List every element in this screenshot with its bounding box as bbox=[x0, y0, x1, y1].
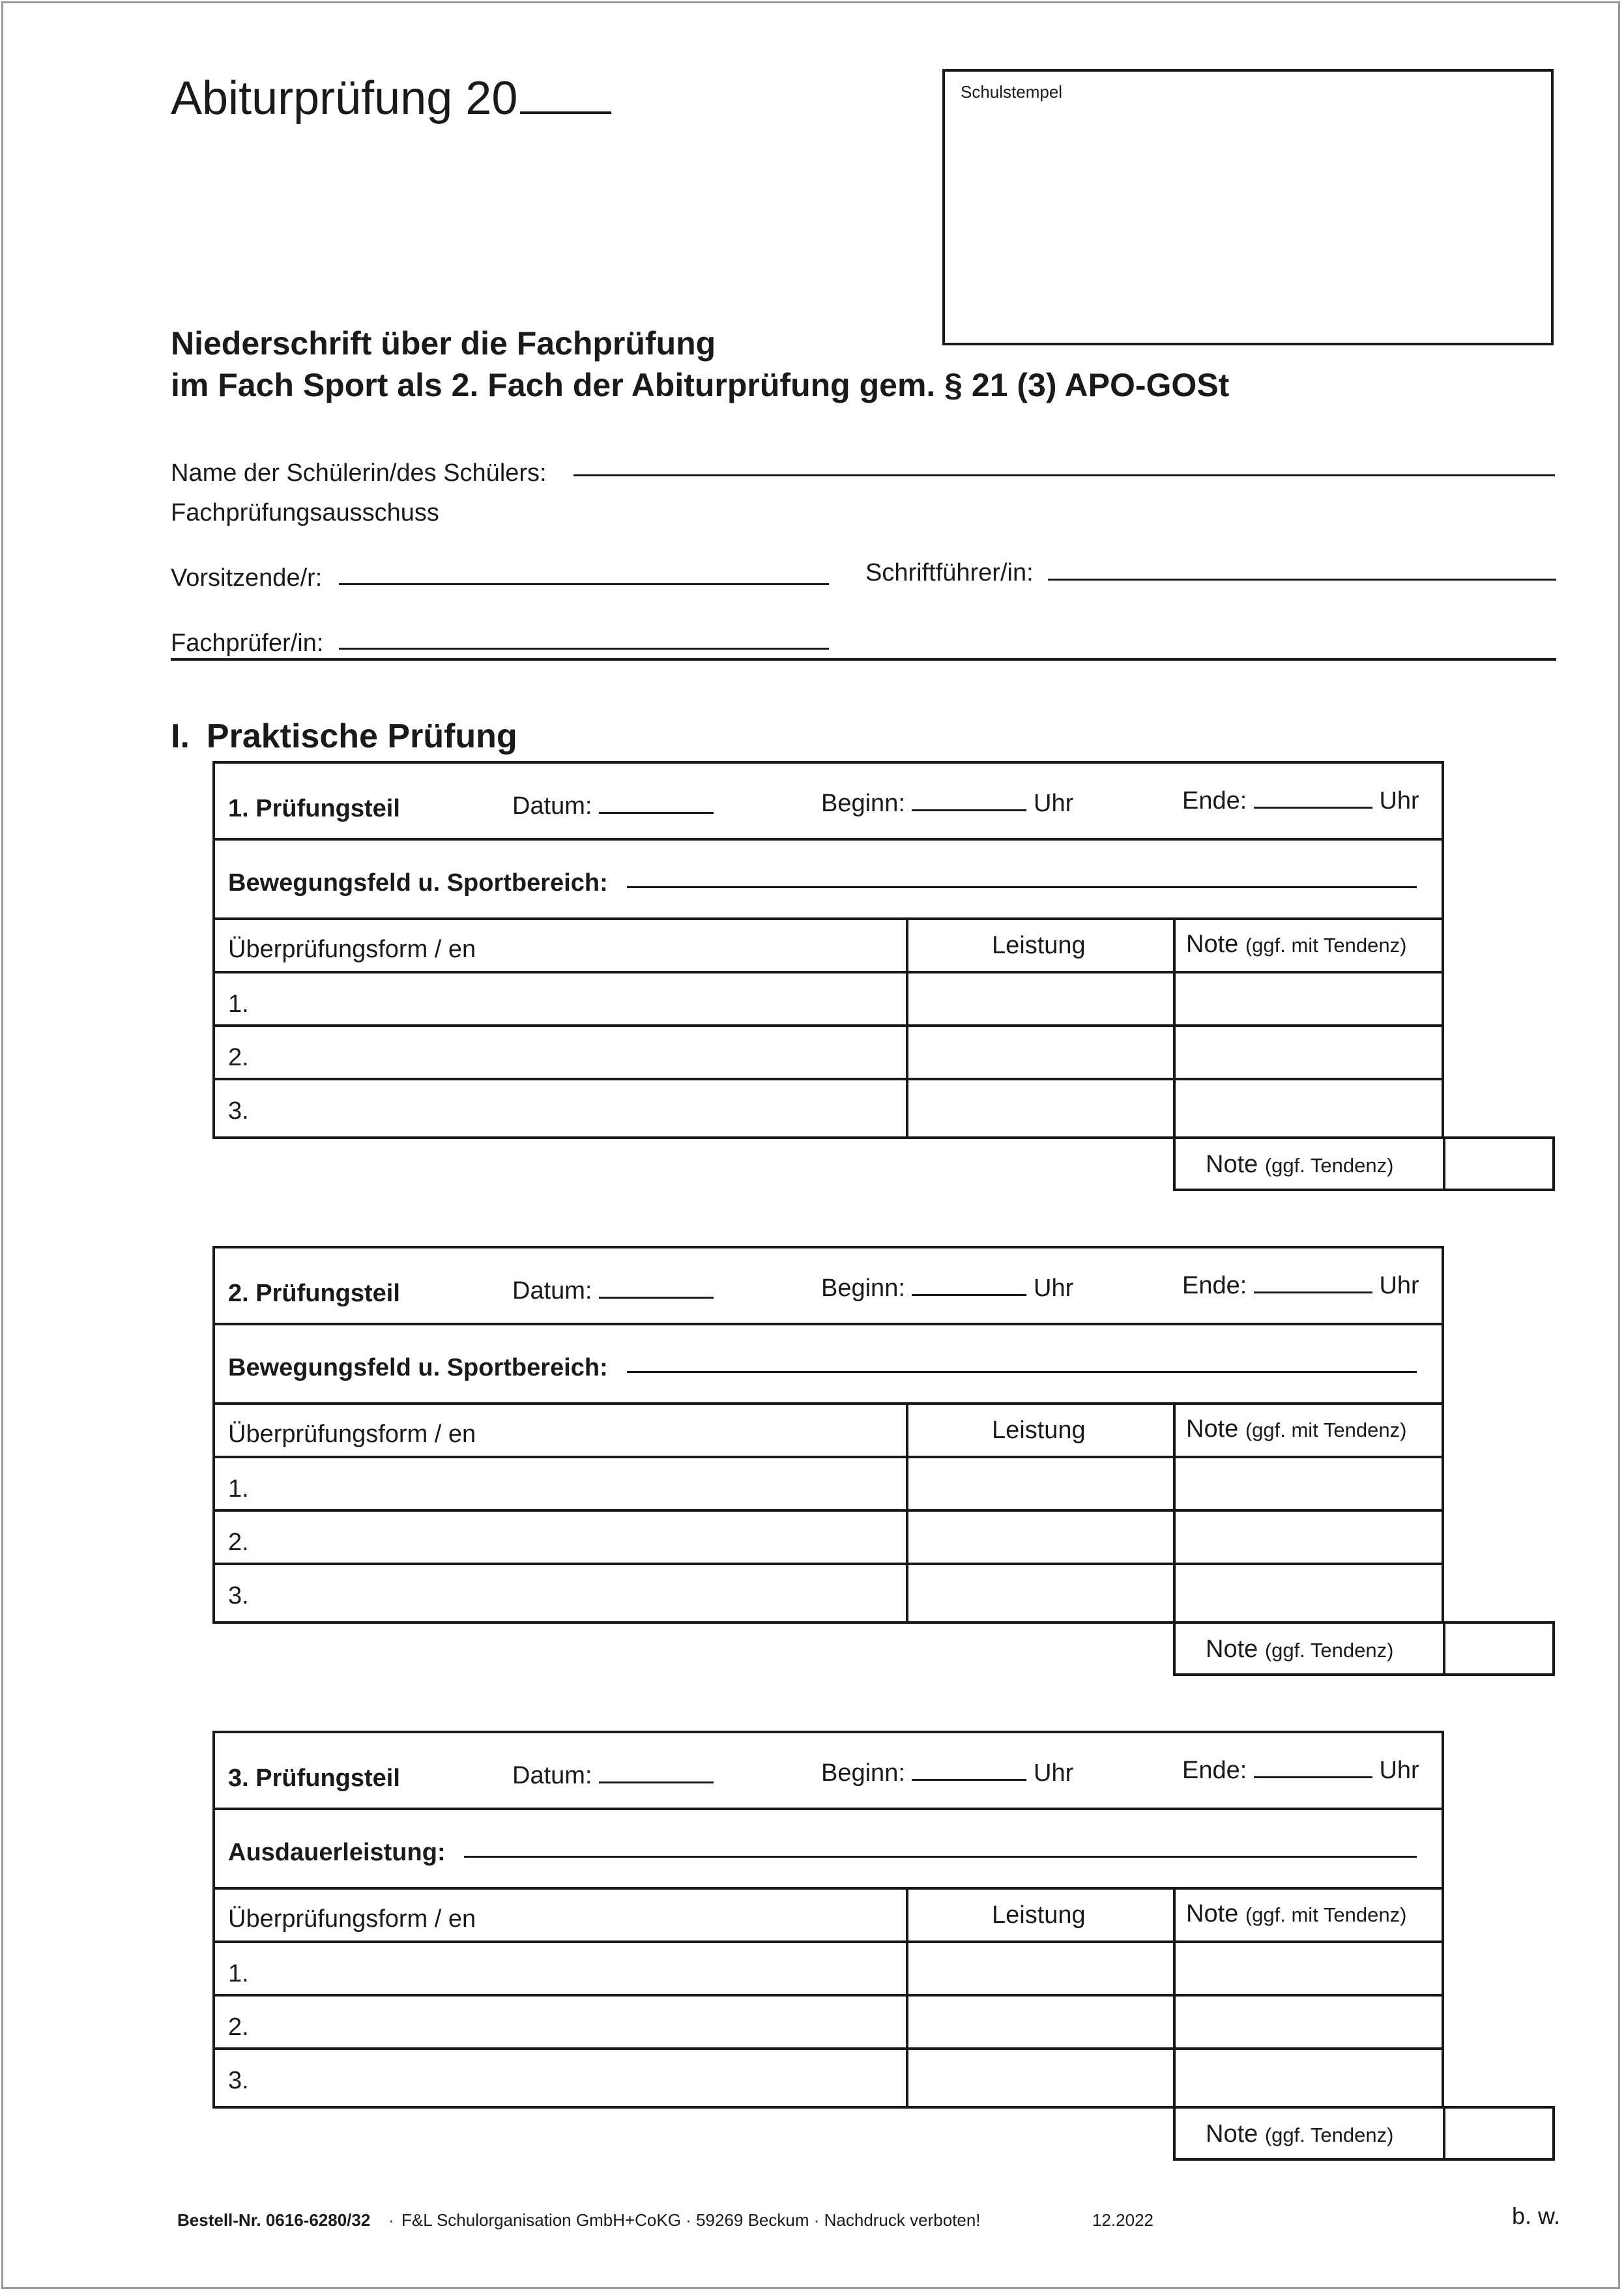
grade-divider bbox=[1443, 1624, 1445, 1673]
part-2-divider bbox=[212, 1509, 1444, 1512]
grade-word: Note bbox=[1206, 1151, 1258, 1178]
footer-separator: · bbox=[388, 2210, 394, 2230]
time-unit: Uhr bbox=[1379, 787, 1419, 815]
stamp-label: Schulstempel bbox=[961, 82, 1063, 102]
section-title bbox=[171, 717, 517, 756]
col-header-form: Überprüfungsform / en bbox=[228, 1905, 476, 1933]
row-number: 1. bbox=[228, 990, 249, 1018]
start-blank[interactable] bbox=[912, 790, 1026, 811]
row-number: 2. bbox=[228, 1529, 249, 1556]
grade-note: (ggf. Tendenz) bbox=[1264, 1639, 1394, 1662]
row-number: 1. bbox=[228, 1960, 249, 1987]
part-3-divider bbox=[212, 1887, 1444, 1890]
start-field bbox=[821, 1759, 1073, 1787]
part-2-col-divider bbox=[1173, 1402, 1176, 1624]
date-label: Datum: bbox=[512, 792, 592, 820]
part-2-divider bbox=[212, 1456, 1444, 1458]
section-number: I. bbox=[171, 717, 190, 755]
field-line[interactable] bbox=[627, 886, 1417, 888]
date-blank[interactable] bbox=[599, 792, 714, 814]
end-label: Ende: bbox=[1182, 1757, 1247, 1784]
date-label: Datum: bbox=[512, 1277, 592, 1305]
row-number: 2. bbox=[228, 1044, 249, 1071]
date-blank[interactable] bbox=[599, 1762, 714, 1783]
part-3-divider bbox=[212, 1940, 1444, 1943]
examiner-line[interactable] bbox=[339, 648, 829, 650]
part-3-col-divider bbox=[906, 1887, 908, 2109]
grade-note: (ggf. mit Tendenz) bbox=[1245, 1419, 1407, 1441]
part-title: 1. Prüfungsteil bbox=[228, 795, 400, 822]
exam-part-3 bbox=[212, 1731, 1444, 2154]
heading-line-2: im Fach Sport als 2. Fach der Abiturprüfung gem. § 21 (3) APO-GOSt bbox=[171, 367, 1230, 403]
part-1-divider bbox=[212, 917, 1444, 920]
row-number: 2. bbox=[228, 2013, 249, 2041]
row-number: 3. bbox=[228, 1097, 249, 1125]
part-1-divider bbox=[212, 1078, 1444, 1080]
col-header-performance: Leistung bbox=[992, 1417, 1086, 1444]
row-number: 3. bbox=[228, 2067, 249, 2094]
col-header-performance: Leistung bbox=[992, 1901, 1086, 1929]
part-grade-label bbox=[1206, 2120, 1393, 2148]
end-label: Ende: bbox=[1182, 1272, 1247, 1299]
student-name-label: Name der Schülerin/des Schülers: bbox=[171, 459, 547, 487]
col-header-grade bbox=[1186, 1900, 1406, 1928]
end-blank[interactable] bbox=[1254, 1272, 1372, 1293]
part-1-divider bbox=[212, 838, 1444, 841]
date-field bbox=[512, 1277, 714, 1305]
time-unit: Uhr bbox=[1034, 1759, 1074, 1787]
start-blank[interactable] bbox=[912, 1759, 1026, 1781]
part-grade-box bbox=[1173, 2106, 1555, 2161]
end-label: Ende: bbox=[1182, 787, 1247, 815]
time-unit: Uhr bbox=[1379, 1272, 1419, 1299]
field-label: Bewegungsfeld u. Sportbereich: bbox=[228, 869, 608, 897]
date-blank[interactable] bbox=[599, 1277, 714, 1299]
col-header-grade bbox=[1186, 930, 1406, 959]
start-label: Beginn: bbox=[821, 790, 905, 817]
start-label: Beginn: bbox=[821, 1759, 905, 1787]
row-number: 3. bbox=[228, 1582, 249, 1609]
part-title: 3. Prüfungsteil bbox=[228, 1765, 400, 1792]
chair-line[interactable] bbox=[339, 583, 829, 585]
date-field bbox=[512, 1762, 714, 1790]
grade-word: Note bbox=[1186, 930, 1239, 958]
committee-label: Fachprüfungsausschuss bbox=[171, 499, 439, 526]
student-name-line[interactable] bbox=[573, 474, 1555, 476]
start-field bbox=[821, 1275, 1073, 1303]
end-blank[interactable] bbox=[1254, 1757, 1372, 1778]
grade-word: Note bbox=[1186, 1415, 1239, 1443]
field-line[interactable] bbox=[464, 1856, 1417, 1858]
end-field bbox=[1182, 787, 1419, 815]
secretary-label: Schriftführer/in: bbox=[865, 559, 1034, 586]
year-blank[interactable] bbox=[520, 75, 611, 114]
date-label: Datum: bbox=[512, 1762, 592, 1789]
part-1-divider bbox=[212, 1024, 1444, 1027]
school-stamp-box bbox=[942, 69, 1554, 345]
part-3-divider bbox=[212, 1994, 1444, 1997]
part-3-divider bbox=[212, 2047, 1444, 2050]
field-line[interactable] bbox=[627, 1371, 1417, 1373]
grade-note: (ggf. mit Tendenz) bbox=[1245, 1903, 1407, 1926]
secretary-line[interactable] bbox=[1048, 579, 1556, 581]
part-3-divider bbox=[212, 1808, 1444, 1810]
field-label: Ausdauerleistung: bbox=[228, 1839, 446, 1866]
grade-divider bbox=[1443, 2109, 1445, 2158]
exam-part-2 bbox=[212, 1246, 1444, 1669]
row-number: 1. bbox=[228, 1475, 249, 1503]
footer-publisher: F&L Schulorganisation GmbH+CoKG · 59269 Beckum · Nachdruck verboten! bbox=[401, 2210, 981, 2230]
header-separator bbox=[171, 658, 1556, 661]
grade-note: (ggf. mit Tendenz) bbox=[1245, 934, 1407, 957]
grade-word: Note bbox=[1186, 1900, 1239, 1927]
part-2-col-divider bbox=[906, 1402, 908, 1624]
part-1-divider bbox=[212, 971, 1444, 973]
exam-title bbox=[171, 72, 611, 125]
part-1-col-divider bbox=[1173, 917, 1176, 1139]
section-title-text: Praktische Prüfung bbox=[206, 717, 517, 755]
exam-part-1 bbox=[212, 761, 1444, 1185]
start-label: Beginn: bbox=[821, 1275, 905, 1302]
part-2-divider bbox=[212, 1402, 1444, 1405]
grade-word: Note bbox=[1206, 1636, 1258, 1663]
chair-label: Vorsitzende/r: bbox=[171, 564, 323, 592]
examiner-label: Fachprüfer/in: bbox=[171, 629, 324, 657]
grade-divider bbox=[1443, 1139, 1445, 1189]
col-header-form: Überprüfungsform / en bbox=[228, 1421, 476, 1448]
col-header-form: Überprüfungsform / en bbox=[228, 936, 476, 963]
part-grade-label bbox=[1206, 1636, 1393, 1664]
part-title: 2. Prüfungsteil bbox=[228, 1280, 400, 1307]
time-unit: Uhr bbox=[1034, 1275, 1074, 1302]
end-field bbox=[1182, 1757, 1419, 1785]
grade-note: (ggf. Tendenz) bbox=[1264, 2124, 1394, 2146]
date-field bbox=[512, 792, 714, 820]
col-header-performance: Leistung bbox=[992, 932, 1086, 959]
field-label: Bewegungsfeld u. Sportbereich: bbox=[228, 1354, 608, 1381]
part-2-divider bbox=[212, 1323, 1444, 1325]
grade-note: (ggf. Tendenz) bbox=[1264, 1154, 1394, 1177]
exam-title-text: Abiturprüfung 20 bbox=[171, 72, 518, 124]
part-3-col-divider bbox=[1173, 1887, 1176, 2109]
start-blank[interactable] bbox=[912, 1275, 1026, 1296]
grade-word: Note bbox=[1206, 2120, 1258, 2148]
start-field bbox=[821, 790, 1073, 818]
part-grade-box bbox=[1173, 1136, 1555, 1191]
part-1-col-divider bbox=[906, 917, 908, 1139]
footer-date: 12.2022 bbox=[1092, 2210, 1153, 2230]
col-header-grade bbox=[1186, 1415, 1406, 1443]
heading-line-1: Niederschrift über die Fachprüfung bbox=[171, 325, 716, 362]
end-field bbox=[1182, 1272, 1419, 1300]
part-2-divider bbox=[212, 1563, 1444, 1565]
part-grade-box bbox=[1173, 1621, 1555, 1676]
end-blank[interactable] bbox=[1254, 787, 1372, 809]
part-grade-label bbox=[1206, 1151, 1393, 1179]
footer-order-number: Bestell-Nr. 0616-6280/32 bbox=[177, 2210, 371, 2230]
time-unit: Uhr bbox=[1379, 1757, 1419, 1784]
document-heading bbox=[171, 323, 1229, 406]
footer-continue: b. w. bbox=[1512, 2202, 1561, 2229]
time-unit: Uhr bbox=[1034, 790, 1074, 817]
